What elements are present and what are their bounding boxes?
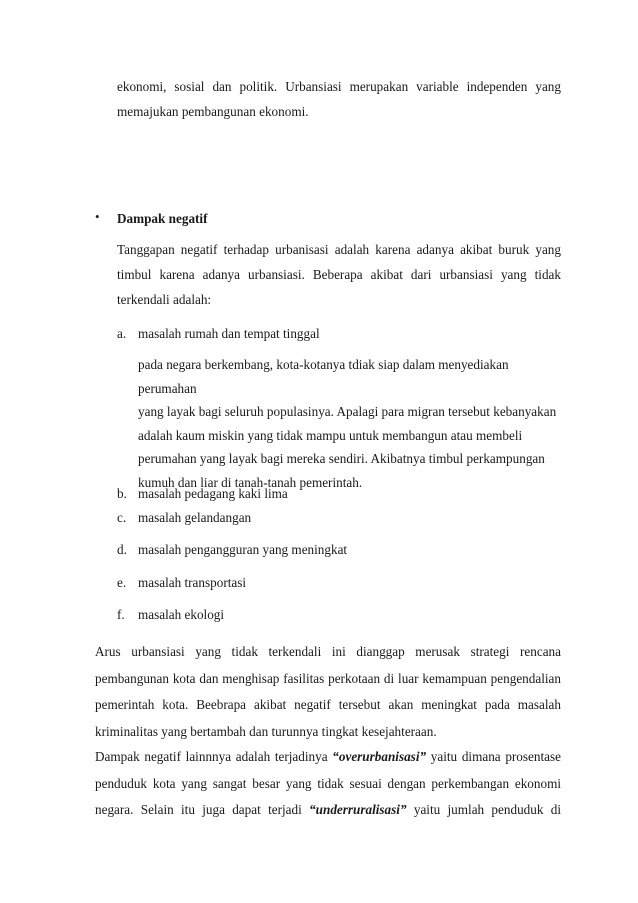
para3-line-3 bbox=[95, 797, 561, 824]
list-marker-d: d. bbox=[117, 542, 127, 557]
paragraph-3 bbox=[95, 744, 561, 824]
para3-line-1 bbox=[95, 744, 561, 771]
para3-line-1-text-a: Dampak negatif lainnnya adalah terjadinya bbox=[95, 749, 333, 764]
section-heading: Dampak negatif bbox=[117, 211, 208, 226]
list-item-a-detail bbox=[138, 353, 568, 494]
para3-line-3-text-a: negara. Selain itu juga dapat terjadi bbox=[95, 802, 310, 817]
detail-line-5: kumuh dan liar di tanah-tanah pemerintah. bbox=[138, 474, 363, 490]
list-item-f: masalah ekologi bbox=[138, 607, 225, 622]
term-overurbanisasi: “overurbanisasi” bbox=[332, 749, 427, 764]
para2-line-4: kriminalitas yang bertambah dan turunnya tingkat kesejahteraan. bbox=[95, 723, 437, 739]
list-marker-f: f. bbox=[117, 607, 125, 622]
list-marker-b: b. bbox=[117, 486, 127, 501]
section-para-line-3: terkendali adalah: bbox=[117, 292, 212, 307]
term-underruralisasi: “underruralisasi” bbox=[309, 802, 407, 817]
intro-line-1: ekonomi, sosial dan politik. Urbansiasi merupakan variable independen yang bbox=[117, 79, 561, 94]
para3-line-3-text-c: yaitu jumlah penduduk di bbox=[406, 802, 562, 817]
para3-line-1-text-c: yaitu dimana prosentase bbox=[426, 749, 561, 764]
intro-line-2: memajukan pembangunan ekonomi. bbox=[117, 104, 309, 119]
list-item-a: masalah rumah dan tempat tinggal bbox=[138, 326, 320, 341]
section-paragraph bbox=[117, 237, 561, 312]
list-marker-e: e. bbox=[117, 575, 127, 590]
para3-line-2: penduduk kota yang sangat besar yang tidak sesuai dengan perkembangan ekonomi bbox=[95, 775, 561, 791]
list-item-c: masalah gelandangan bbox=[138, 510, 252, 525]
section-para-line-2: timbul karena adanya urbansiasi. Beberapa akibat dari urbansiasi yang tidak bbox=[117, 267, 561, 282]
list-item-e: masalah transportasi bbox=[138, 575, 247, 590]
list-item-b: masalah pedagang kaki lima bbox=[138, 486, 288, 501]
detail-line-4: perumahan yang layak bagi mereka sendiri. Akibatnya timbul perkampungan bbox=[138, 451, 545, 466]
detail-line-1: pada negara berkembang, kota-kotanya tdiak siap dalam menyediakan perumahan bbox=[138, 357, 509, 396]
para2-line-1: Arus urbansiasi yang tidak terkendali ini dianggap merusak strategi rencana bbox=[95, 644, 561, 659]
list-marker-a: a. bbox=[117, 326, 127, 341]
para2-line-3: pemerintah kota. Beebrapa akibat negatif tersebut akan meningkat pada masalah bbox=[95, 697, 561, 712]
section-para-line-1: Tanggapan negatif terhadap urbanisasi adalah karena adanya akibat buruk yang bbox=[117, 242, 561, 257]
detail-line-2: yang layak bagi seluruh populasinya. Apalagi para migran tersebut kebanyakan bbox=[138, 404, 557, 419]
bullet-icon: • bbox=[95, 209, 100, 224]
paragraph-2 bbox=[95, 639, 561, 745]
para2-line-2: pembangunan kota dan menghisap fasilitas perkotaan di luar kemampuan pengendalian bbox=[95, 670, 561, 686]
list-marker-c: c. bbox=[117, 510, 127, 525]
list-item-d: masalah pengangguran yang meningkat bbox=[138, 542, 348, 557]
intro-paragraph bbox=[117, 74, 561, 124]
detail-line-3: adalah kaum miskin yang tidak mampu untuk membangun atau membeli bbox=[138, 427, 523, 443]
